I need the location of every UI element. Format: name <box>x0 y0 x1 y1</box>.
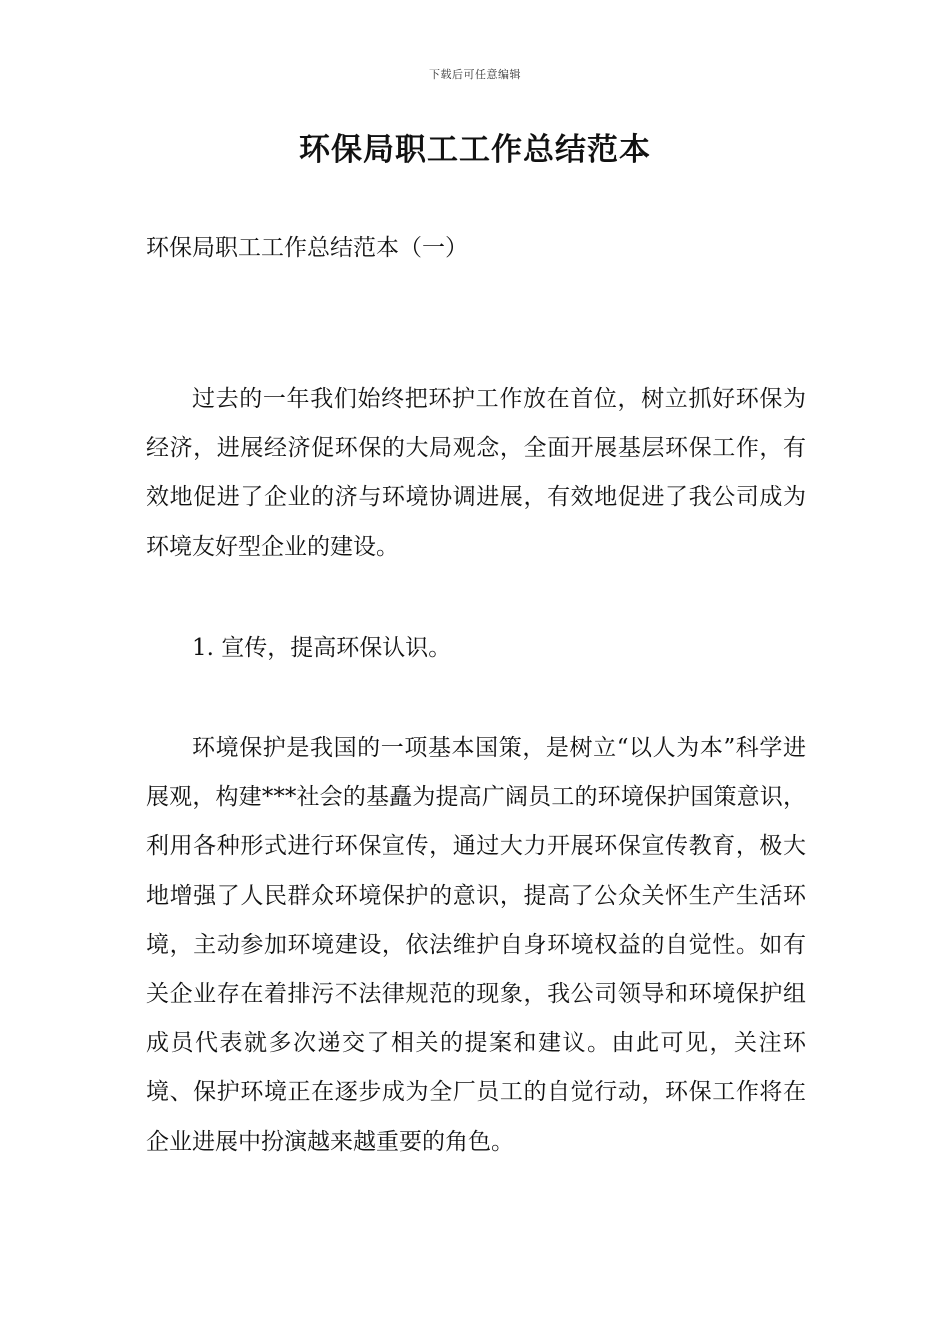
paragraph-section-heading: 1. 宣传，提高环保认识。 <box>192 635 452 661</box>
paragraph-body: 环境保护是我国的一项基本国策，是树立“以人为本”科学进展观，构建***社会的基矗为提高广阔员工的环境保护国策意识，利用各种形式进行环保宣传，通过大力开展环保宣传教育，极大地增强了人民群众环境保护的意识，提高了公众关怀生产生活环境，主动参加环境建设，依法维护自身环境权益的自觉性。如有关企业存在着排污不法律规范的现象，我公司领导和环境保护组成员代表就多次递交了相关的提案和建议。由此可见，关注环境、保护环境正在逐步成为全厂员工的自觉行动，环保工作将在企业进展中扮演越来越重要的角色。 <box>146 735 806 1155</box>
header-note: 下载后可任意编辑 <box>429 68 521 81</box>
document-title: 环保局职工工作总结范本 <box>299 132 651 168</box>
document-subtitle: 环保局职工工作总结范本（一） <box>146 235 468 261</box>
paragraph-intro: 过去的一年我们始终把环护工作放在首位，树立抓好环保为经济，进展经济促环保的大局观念，全面开展基层环保工作，有效地促进了企业的济与环境协调进展，有效地促进了我公司成为环境友好型企业的建设。 <box>146 386 806 560</box>
